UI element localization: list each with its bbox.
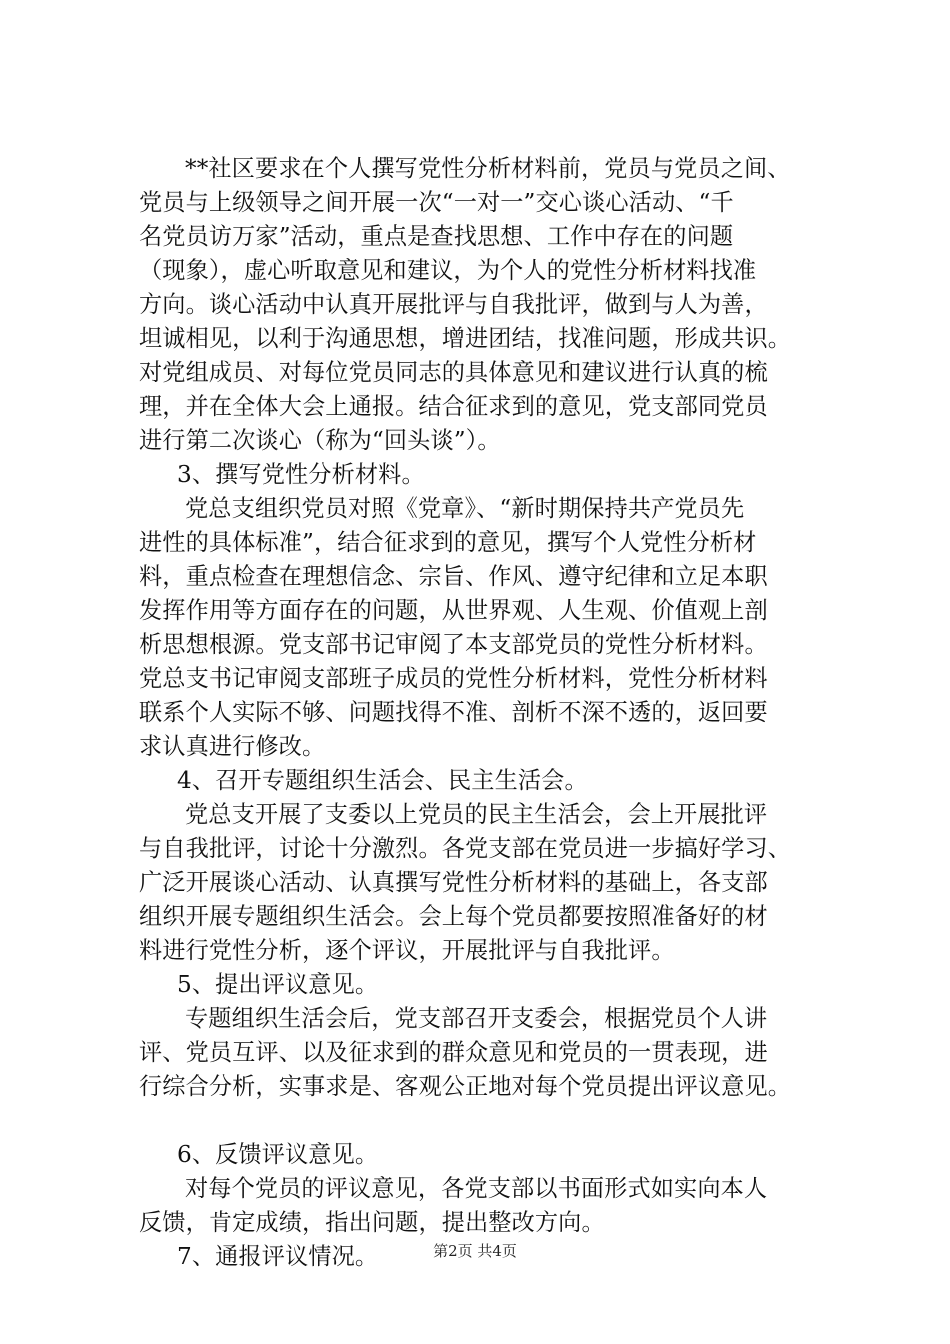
text-line: **社区要求在个人撰写党性分析材料前，党员与党员之间、 [185, 155, 791, 182]
text-line: 坦诚相见，以利于沟通思想，增进团结，找准问题，形成共识。 [139, 325, 792, 352]
section-heading: 7、通报评议情况。 [177, 1243, 379, 1270]
section-heading: 6、反馈评议意见。 [177, 1141, 379, 1168]
text-line: 行综合分析，实事求是、客观公正地对每个党员提出评议意见。 [139, 1073, 792, 1100]
text-line: 进性的具体标准”，结合征求到的意见，撰写个人党性分析材 [139, 529, 757, 556]
text-line: 党总支书记审阅支部班子成员的党性分析材料，党性分析材料 [139, 665, 768, 692]
text-line: 党员与上级领导之间开展一次“一对一”交心谈心活动、“千 [139, 189, 734, 216]
text-line: 党总支组织党员对照《党章》、“新时期保持共产党员先 [185, 495, 745, 522]
section-heading: 4、召开专题组织生活会、民主生活会。 [177, 767, 588, 794]
text-line: 析思想根源。党支部书记审阅了本支部党员的党性分析材料。 [139, 631, 768, 658]
page-footer: 第2页 共4页 [433, 1242, 517, 1260]
text-line: （现象），虚心听取意见和建议，为个人的党性分析材料找准 [139, 257, 757, 284]
text-line: 与自我批评，讨论十分激烈。各党支部在党员进一步搞好学习、 [139, 835, 792, 862]
text-line: 评、党员互评、以及征求到的群众意见和党员的一贯表现，进 [139, 1039, 768, 1066]
text-line: 方向。谈心活动中认真开展批评与自我批评，做到与人为善， [139, 291, 768, 318]
text-line: 党总支开展了支委以上党员的民主生活会，会上开展批评 [185, 801, 768, 828]
text-line: 进行第二次谈心（称为“回头谈”）。 [139, 427, 501, 454]
text-line: 发挥作用等方面存在的问题，从世界观、人生观、价值观上剖 [139, 597, 768, 624]
text-line: 理，并在全体大会上通报。结合征求到的意见，党支部同党员 [139, 393, 768, 420]
section-heading: 5、提出评议意见。 [177, 971, 379, 998]
text-line: 对党组成员、对每位党员同志的具体意见和建议进行认真的梳 [139, 359, 768, 386]
text-line: 反馈，肯定成绩，指出问题，提出整改方向。 [139, 1209, 605, 1236]
document-body [139, 152, 859, 1274]
text-line: 料进行党性分析，逐个评议，开展批评与自我批评。 [139, 937, 675, 964]
section-heading: 3、撰写党性分析材料。 [177, 461, 425, 488]
text-line: 专题组织生活会后，党支部召开支委会，根据党员个人讲 [185, 1005, 768, 1032]
text-line: 对每个党员的评议意见，各党支部以书面形式如实向本人 [185, 1175, 768, 1202]
text-line: 广泛开展谈心活动、认真撰写党性分析材料的基础上，各支部 [139, 869, 768, 896]
text-line: 求认真进行修改。 [139, 733, 326, 760]
blank-line [139, 1104, 859, 1138]
text-line: 名党员访万家”活动，重点是查找思想、工作中存在的问题 [139, 223, 734, 250]
text-line: 联系个人实际不够、问题找得不准、剖析不深不透的，返回要 [139, 699, 768, 726]
text-line: 料，重点检查在理想信念、宗旨、作风、遵守纪律和立足本职 [139, 563, 768, 590]
text-line: 组织开展专题组织生活会。会上每个党员都要按照准备好的材 [139, 903, 768, 930]
